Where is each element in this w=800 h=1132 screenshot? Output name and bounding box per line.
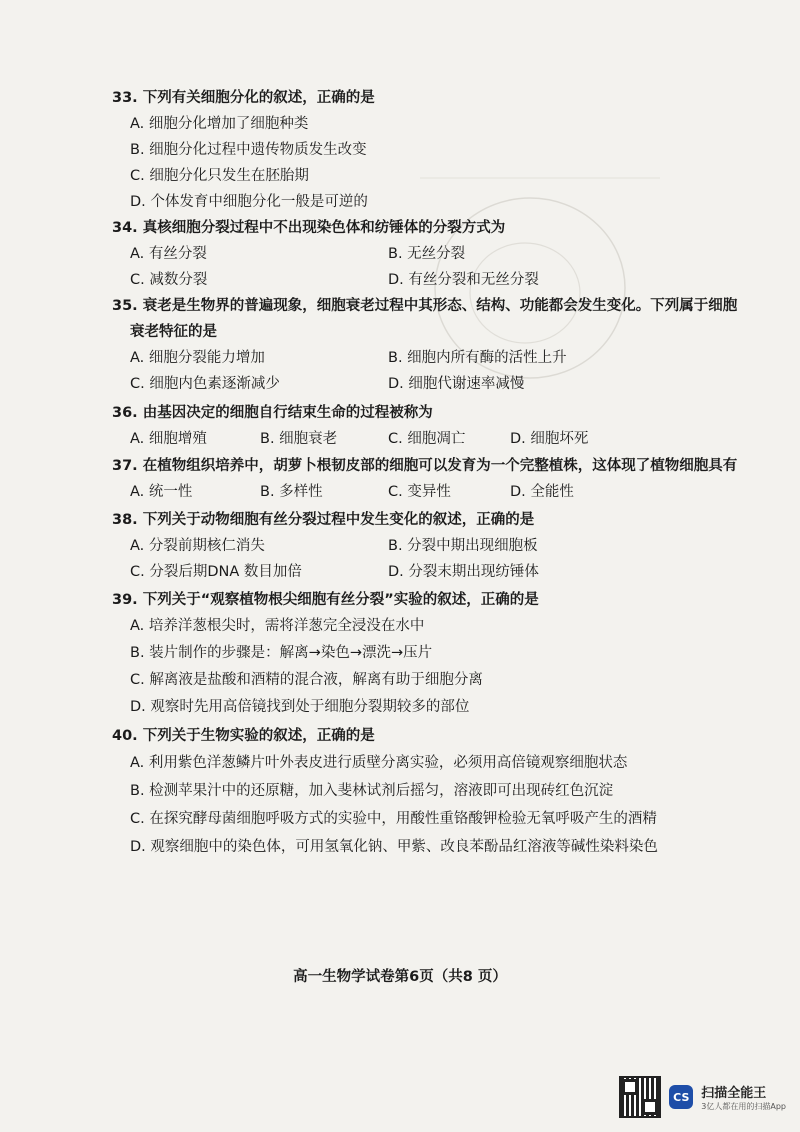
q36-option-d: D. 细胞坏死 bbox=[510, 431, 589, 447]
q38-option-c: C. 分裂后期DNA 数目加倍 bbox=[130, 564, 302, 580]
brand-name: 扫描全能王 bbox=[701, 1086, 767, 1101]
q40-option-c: C. 在探究酵母菌细胞呼吸方式的实验中，用酸性重铬酸钾检验无氧呼吸产生的酒精 bbox=[130, 811, 657, 827]
q37-option-a: A. 统一性 bbox=[130, 484, 193, 500]
camscanner-logo-icon: CS bbox=[669, 1085, 693, 1109]
brand-block bbox=[701, 1082, 786, 1112]
question-37-stem: 37. 在植物组织培养中，胡萝卜根韧皮部的细胞可以发育为一个完整植株，这体现了植物细胞具有 bbox=[112, 458, 738, 474]
q37-option-d: D. 全能性 bbox=[510, 484, 574, 500]
q38-option-b: B. 分裂中期出现细胞板 bbox=[388, 538, 538, 554]
question-35-stem: 35. 衰老是生物界的普遍现象，细胞衰老过程中其形态、结构、功能都会发生变化。下列属于细胞 bbox=[112, 298, 738, 314]
q38-option-d: D. 分裂末期出现纺锤体 bbox=[388, 564, 539, 580]
q33-option-d: D. 个体发育中细胞分化一般是可逆的 bbox=[130, 194, 368, 210]
brand-tagline: 3亿人都在用的扫描App bbox=[701, 1102, 786, 1111]
q36-option-a: A. 细胞增殖 bbox=[130, 431, 207, 447]
q34-option-d: D. 有丝分裂和无丝分裂 bbox=[388, 272, 539, 288]
q39-option-a: A. 培养洋葱根尖时，需将洋葱完全浸没在水中 bbox=[130, 618, 425, 634]
question-33-stem: 33. 下列有关细胞分化的叙述，正确的是 bbox=[112, 90, 375, 106]
q39-option-b: B. 装片制作的步骤是：解离→染色→漂洗→压片 bbox=[130, 645, 433, 661]
q40-option-d: D. 观察细胞中的染色体，可用氢氧化钠、甲紫、改良苯酚品红溶液等碱性染料染色 bbox=[130, 839, 658, 855]
q33-option-b: B. 细胞分化过程中遗传物质发生改变 bbox=[130, 142, 367, 158]
q39-option-d: D. 观察时先用高倍镜找到处于细胞分裂期较多的部位 bbox=[130, 699, 470, 715]
bleed-through-sketch bbox=[400, 88, 720, 448]
q33-option-a: A. 细胞分化增加了细胞种类 bbox=[130, 116, 309, 132]
q34-option-c: C. 减数分裂 bbox=[130, 272, 208, 288]
q33-option-c: C. 细胞分化只发生在胚胎期 bbox=[130, 168, 309, 184]
q36-option-c: C. 细胞凋亡 bbox=[388, 431, 466, 447]
q40-option-a: A. 利用紫色洋葱鳞片叶外表皮进行质壁分离实验，必须用高倍镜观察细胞状态 bbox=[130, 755, 628, 771]
q35-option-b: B. 细胞内所有酶的活性上升 bbox=[388, 350, 567, 366]
q34-option-b: B. 无丝分裂 bbox=[388, 246, 466, 262]
q38-option-a: A. 分裂前期核仁消失 bbox=[130, 538, 265, 554]
question-35-stem-continued: 衰老特征的是 bbox=[130, 324, 217, 340]
q37-option-c: C. 变异性 bbox=[388, 484, 451, 500]
q36-option-b: B. 细胞衰老 bbox=[260, 431, 338, 447]
q40-option-b: B. 检测苹果汁中的还原糖，加入斐林试剂后摇匀，溶液即可出现砖红色沉淀 bbox=[130, 783, 614, 799]
q35-option-c: C. 细胞内色素逐渐减少 bbox=[130, 376, 280, 392]
question-34-stem: 34. 真核细胞分裂过程中不出现染色体和纺锤体的分裂方式为 bbox=[112, 220, 506, 236]
q35-option-a: A. 细胞分裂能力增加 bbox=[130, 350, 265, 366]
page-footer: 高一生物学试卷第6页（共8 页） bbox=[293, 969, 507, 985]
scanner-watermark bbox=[619, 1076, 786, 1118]
q39-option-c: C. 解离液是盐酸和酒精的混合液，解离有助于细胞分离 bbox=[130, 672, 483, 688]
qr-code-icon bbox=[619, 1076, 661, 1118]
question-39-stem: 39. 下列关于“观察植物根尖细胞有丝分裂”实验的叙述，正确的是 bbox=[112, 592, 539, 608]
q35-option-d: D. 细胞代谢速率减慢 bbox=[388, 376, 525, 392]
q37-option-b: B. 多样性 bbox=[260, 484, 323, 500]
question-40-stem: 40. 下列关于生物实验的叙述，正确的是 bbox=[112, 728, 375, 744]
q34-option-a: A. 有丝分裂 bbox=[130, 246, 207, 262]
question-36-stem: 36. 由基因决定的细胞自行结束生命的过程被称为 bbox=[112, 405, 433, 421]
question-38-stem: 38. 下列关于动物细胞有丝分裂过程中发生变化的叙述，正确的是 bbox=[112, 512, 535, 528]
